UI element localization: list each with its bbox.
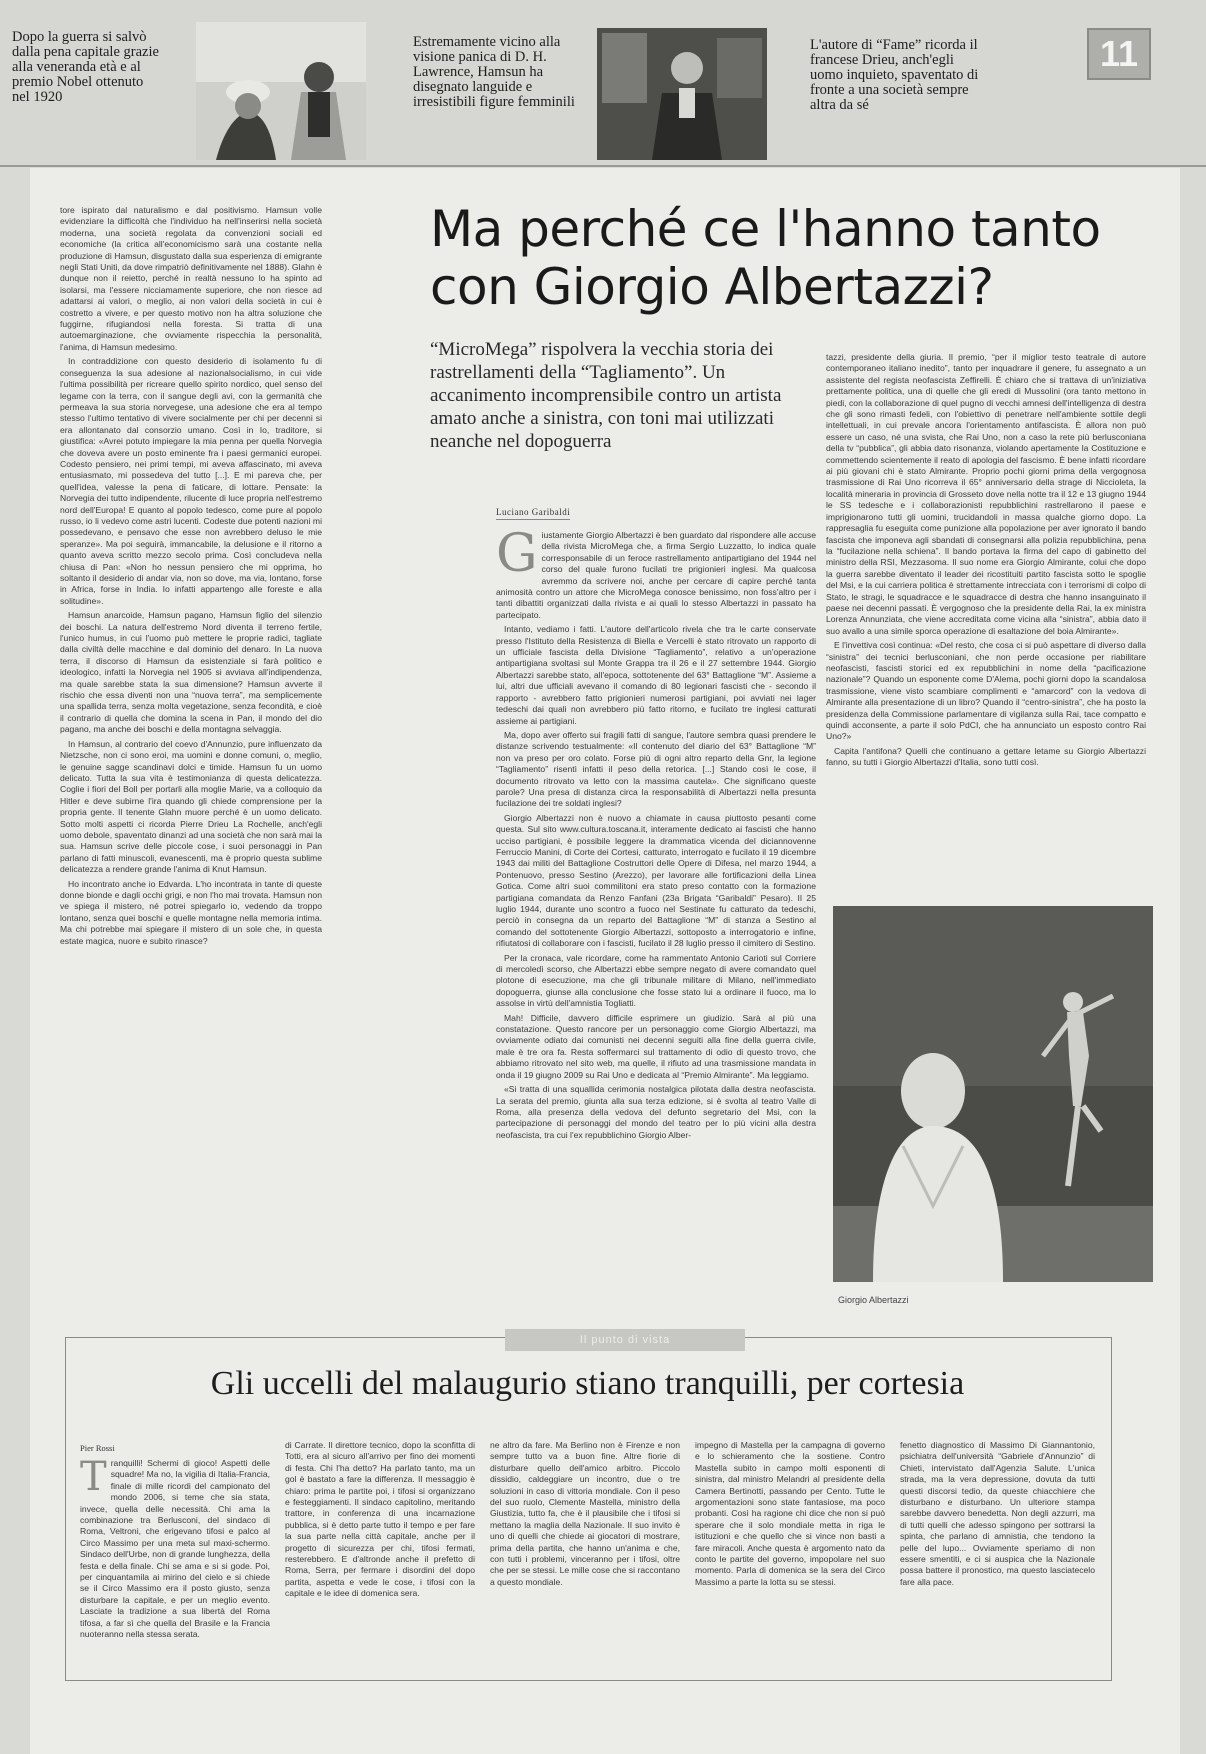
left-column-hamsun (60, 205, 322, 1305)
boxed-dropcap: T (80, 1458, 107, 1500)
boxed-column-5 (900, 1440, 1095, 1670)
left-paragraph-2: In contraddizione con questo desiderio di isolamento fu di conseguenza la sua adesione al nazionalsocialismo, in cui vide l'ultima possibilità per ricreare quello spirito nordico, quel senso del legame con la terra, con il sangue degli avi, con la germanità che permeava la sua storia norvegese, una adesione che era al tempo stesso l'ultimo tentativo di vivere socialmente per chi per decenni si era allontanato dal consorzio umano. Così in Io, traditore, si giustifica: «Avrei potuto impiegare la mia penna per quella Norvegia che doveva avere un posto eminente fra i paesi germanici europei. Codesto pensiero, nei primi tempi, mi aveva affascinato, mi aveva entusiasmato, mi possedeva del tutto [...]. E mi pareva che, per quell'idea, valesse la pena di faticare, di lottare. Pensate: la Norvegia dei tutto indipendente, rilucente di luce propria nell'estremo nord dell'Europa! E quanto al popolo tedesco, come pure al popolo russo, io li vedevo come astri lucenti. Codeste due potenti nazioni mi possedevano, e pensavo che esse non avrebbero deluso le mie speranze». Ma poi seguirà, immancabile, la delusione e il ritorno a quanto aveva scritto mezzo secolo prima. Così concludeva nella chiusa di Pan: «Non ho nessun pensiero che mi opprima, ho soltanto il desiderio di andar via, non so dove, ma via, lontano, forse in Africa, forse in India. Io infatti appartengo alle foreste e alla solitudine». (60, 356, 322, 606)
article-paragraph-10: Capita l'antifona? Quelli che continuano a gettare letame su Giorgio Albertazzi fanno, su tutti i Giorgio Albertazzi d'Italia, sono tutti così. (826, 745, 1146, 768)
article-byline: Luciano Garibaldi (496, 507, 570, 520)
article-dropcap: G (496, 530, 538, 584)
article-deck: “MicroMega” rispolvera la vecchia storia dei rastrellamenti della “Tagliamento”. Un accanimento incomprensibile contro un artista amato anche a sinistra, con toni mai utilizzati neanche nel dopoguerra (430, 339, 782, 452)
article-column-2 (826, 352, 1146, 892)
article-paragraph-1-text: iustamente Giorgio Albertazzi è ben guardato dal rispondere alle accuse della rivista MicroMega che, a firma Sergio Luzzatto, lo indica quale corresponsabile di un feroce rastrellamento antipartigiano del 1944 nel corso del quale furono fucilati tre prigionieri inglesi. Ma qualcosa avremmo da scrivere noi, anche per cercare di capire perché tanta animosità contro un attore che MicroMega conosce benissimo, non foss'altro per i tanti dibattiti organizzati dalla rivista e ai quali lo stesso Albertazzi in passato ha partecipato. (496, 530, 816, 620)
photo-hamsun-interior-image (597, 28, 767, 160)
boxed-paragraph-2: di Carrate. Il direttore tecnico, dopo la sconfitta di Totti, era al sicuro all'arrivo per fino dei momenti di festa. Chi l'ha detto? Ha parlato tanto, ma un gol è bastato a fare la differenza. Il messaggio è chiaro: prima le partite poi, i tifosi si organizzano e festeggiamenti. Il sindaco capitolino, meritando trattore, in conferenza di una incarnazione pubblica, si è detto parte tutto il tempo e per fare la sua parte nella città capitale, anche per il progetto di sicurezza per chi, tifosi fermati, resterebbero. E d'altronde anche il prefetto di Roma, Serra, per fermare i disordini del dopo partita, aspetta e vede le cose, i tifosi con la capitale e le idee di domenica sera. (285, 1440, 475, 1599)
left-paragraph-4: In Hamsun, al contrario del coevo d'Annunzio, pure influenzato da Nietzsche, non ci sono eroi, ma uomini e donne comuni, o, meglio, le genuine sagge scandinavi dolci e timide. Hamsun fu un uomo delicato. Tutta la sua vita è testimonianza di questa delicatezza. Coglie i fiori del Boll per portarli alla moglie Marie, va a colloquio da Hitler e deve subirne l'ira quando gli chiede comprensione per la propria gente. Il tenente Glahn muore perché è un uomo delicato. Sotto molti aspetti ci ricorda Pierre Drieu La Rochelle, anch'egli uomo debole, spaventato dinanzi ad una società che non sarà mai la sua. Hamsun scrive delle piccole cose, i suoi personaggi in Pan parlano di fatti minuscoli, evanescenti, ma è proprio questa sublime delicatezza a rendere grande l'anima di Knut Hamsun. (60, 738, 322, 875)
boxed-byline: Pier Rossi (80, 1443, 115, 1453)
left-paragraph-3: Hamsun anarcoide, Hamsun pagano, Hamsun figlio del silenzio dei boschi. La natura dell'estremo Nord diventa il terreno fertile, l'unico humus, in cui l'uomo può mettere le proprie radici, tagliate dalla civiltà delle macchine e dal dominio del denaro. In La nuova terra, il discorso di Hamsun da esistenziale si farà politico e ideologico, infatti la Norvegia nel 1905 si avviava all'indipendenza, ma quale sarebbe stata la sua dimensione? Hamsun avverte il rischio che essa diventi non una “nuova terra”, ma semplicemente una spallida terra, senza molta vegetazione, senza fecondità, e cioè il contrario di quella che domina la scena in Pan, il mondo del dio pagano, ma anche dei boschi e della montagna selvaggia. (60, 610, 322, 735)
boxed-paragraph-3: ne altro da fare. Ma Berlino non è Firenze e non sempre tutto va a buon fine. Altre fiorie di disturbare quello dell'amico arbitro. Piccolo dissidio, caldeggiare un incontro, due o tre soluzioni in caso di vittoria mondiale. Con il peso del suo ruolo, Clemente Mastella, ministro della Giustizia, tutto fa, che è il plausibile che i tifosi si mettano la maglia della Nazionale. Il suo invito è uno di quelli che chiede ai giocatori di mostrare, prima della partita, che hanno un'anima e che, con tutti i problemi, vinceranno per i tifosi, oltre che per se stessi. Le mille cose che si raccontano a questo mondiale. (490, 1440, 680, 1587)
teaser-nobel: Dopo la guerra si salvò dalla pena capitale grazie alla veneranda età e al premio Nobel ottenuto nel 1920 (12, 29, 159, 105)
photo-albertazzi-image (833, 906, 1153, 1282)
boxed-column-3 (490, 1440, 680, 1670)
boxed-column-2 (285, 1440, 475, 1670)
photo-hamsun-interior (597, 28, 767, 160)
boxed-headline: Gli uccelli del malaugurio stiano tranquilli, per cortesia (210, 1365, 965, 1402)
article-headline: Ma perché ce l'hanno tanto con Giorgio Albertazzi? (430, 200, 1101, 316)
boxed-kicker: Il punto di vista (505, 1329, 745, 1351)
article-paragraph-6: Mah! Difficile, davvero difficile esprimere un giudizio. Sarà al più una constatazione. Questo rancore per un personaggio come Giorgio Albertazzi, ma ovviamente odiato dai comunisti nei decenni seguiti alla fine della guerra civile, male è tre ora fa. Resta soffermarci sul trattamento di odio di questo trovo, che abbiamo ritrovato nel sito web, ma quelle, il rifiuto ad una trasmissione mandata in onda il 19 giugno 2009 su Rai Uno e dedicata al “Premio Almirante”. Ma leggiamo. (496, 1012, 816, 1080)
article-paragraph-2: Intanto, vediamo i fatti. L'autore dell'articolo rivela che tra le carte conservate presso l'Istituto della Resistenza di Biella e Vercelli è stato ritrovato un rapporto di un ufficiale fascista della Divisione “Tagliamento”, relativo a un'operazione antipartigiana svoltasi sul Monte Grappa tra il 26 e il 27 settembre 1944. Giorgio Albertazzi sarebbe stato, all'epoca, sottotenente del 63° Battaglione “M”. Assieme a lui, altri due ufficiali avevano il comando di 80 legionari fascisti che - secondo il rapporto - avrebbero fatto prigionieri numerosi partigiani, poi avviati nei lager tedeschi dai quali non avrebbero più fatto ritorno, e fucilato tre inglesi catturati assieme ai partigiani. (496, 624, 816, 726)
top-teaser-band (0, 0, 1206, 167)
article-paragraph-3: Ma, dopo aver offerto sui fragili fatti di sangue, l'autore sembra quasi prendere le distanze scrivendo testualmente: «Il contenuto del diario del 63° Battaglione “M” non va preso per oro colato. Forse più di ogni altro reparto della Gnr, la legione “Tagliamento” risentì infatti il peso della retorica. [...] Stando così le cose, il documento ritrovato va letto con la massima cautela». Che significano queste parole? Una presa di distanza circa la responsabilità di Albertazzi nella presunta fucilazione dei tre soldati inglesi? (496, 729, 816, 809)
boxed-paragraph-4: impegno di Mastella per la campagna di governo e lo schieramento che la sostiene. Contro Mastella subito in campo molti esponenti di sinistra, dal ministro Melandri al presidente della Camera Bertinotti, passando per Cento. Tutte le argomentazioni sono state fantasiose, ma poco probanti. Così ha ragione chi dice che non si può sperare che il solo mondiale metta in riga le istituzioni e che quello che si vince non basti a fare miracoli. Anche questa è argomento nato da conto le partite del governo, impopolare nel suo momento. Parla di domenica se la sera del Circo Massimo a parte la lotta su se stessi. (695, 1440, 885, 1587)
boxed-paragraph-1 (80, 1458, 270, 1641)
photo-caption: Giorgio Albertazzi (838, 1295, 909, 1305)
photo-hamsun-outdoor (196, 22, 366, 160)
article-paragraph-5: Per la cronaca, vale ricordare, come ha rammentato Antonio Carioti sul Corriere di mercoledì scorso, che Albertazzi ebbe sempre negato di avere comandato quel plotone di esecuzione, ma che gli tribunale militare di Milano, nell'immediato dopoguerra, giunse alla conclusione che fosse stato lui a ordinare il fuoco, ma lo assolse in virtù dell'amnistia Togliatti. (496, 952, 816, 1009)
photo-hamsun-outdoor-image (196, 22, 366, 160)
article-paragraph-9: E l'invettiva così continua: «Del resto, che cosa ci si può aspettare di diverso dalla “sinistra” dei tecnici berlusconiani, che non perde occasione per riabilitare neofascisti, fascisti storici ed ex repubblichini in nome della “pacificazione nazionale”? Quando un esponente come D'Alema, pochi giorni dopo la scandalosa trasmissione, viene visto scambiare complimenti e “amarcord” con la vedova di Almirante alla presentazione di un libro? Quando il “centro-sinistra”, che ha posto la presidenza della Commissione parlamentare di vigilanza sulla Rai, tace compatto e quindi acconsente, a parte il solo PdCI, che ha annunciato un esposto contro Rai Uno?» (826, 640, 1146, 742)
article-paragraph-1 (496, 530, 816, 621)
left-paragraph-5: Ho incontrato anche io Edvarda. L'ho incontrata in tante di queste donne bionde e dagli occhi grigi, e non l'ho mai trovata. Hamsun non ve spiega il mistero, né potrei spiegarlo io, vedendo da troppo lontano, senza quei boschi e quelle montagne nella memoria intima. Ma chi potrebbe mai spiegare il mistero di un sole che, in questa estate magica, nuore e subito rinasce? (60, 878, 322, 946)
teaser-drieu: L'autore di “Fame” ricorda il francese Drieu, anch'egli uomo inquieto, spaventato di fronte a una società sempre altra da sé (810, 37, 979, 113)
boxed-column-4 (695, 1440, 885, 1670)
article-column-1 (496, 530, 816, 1300)
boxed-column-1 (80, 1458, 270, 1670)
left-paragraph-1: tore ispirato dal naturalismo e dal positivismo. Hamsun volle evidenziare la difficoltà che l'individuo ha nell'inserirsi nella società moderna, una società regolata da convenzioni sociali ed economiche (la critica all'economicismo sarà una costante nella produzione di Hamsun, disgustato dalla sua esperienza di emigrante negli Stati Uniti, da dove rimpatriò definitivamente nel 1888). Glahn è dunque non il reietto, perché in realtà nessuno lo ha spinto ad isolarsi, ma l'essere nicciamamente superiore, che non riesce ad adattarsi ai valori, o meglio, ai non valori della società in cui è costretto a vivere, e per questo motivo non ha altra soluzione che fuggirne, rifugiandosi nella foresta. Si tratta di una autoemarginazione, che ovviamente rispecchia la personalità, l'anima, di Hamsun medesimo. (60, 205, 322, 352)
article-paragraph-8: tazzi, presidente della giuria. Il premio, “per il miglior testo teatrale di autore contemporaneo italiano inedito”, tanto per inquadrare il genere, fu assegnato a un assistente del regista neofascista Zeffirelli. È chiaro che si trattava di un'iniziativa prettamente politica, una di quelle che gli eredi di Mussolini (ora tanto mettono in piedi, con la collaborazione di quel pugno di vecchi amnesi dell'intelligenza di destra che gli sono rimasti fedeli, con l'obiettivo di penetrare nell'ambiente sottile degli intellettuali, in cui prevale ancora l'orientamento antifascista. È allora non può essere un caso, né una svista, che Rai Uno, non a caso la rete più berlusconiana della tv “pubblica”, gli abbia dato risonanza, violando apertamente la Costituzione e commettendo scientemente il reato di apologia del fascismo. È bene infatti ricordare ai più giovani chi è stato Almirante. Proprio pochi giorni prima della vergognosa trasmissione di Rai Uno ricorreva il 65° anniversario della strage di Niccioleta, la località mineraria in provincia di Grosseto dove nella notte tra il 12 e 13 giugno 1944 le SS tedesche e i collaborazionisti repubblichini rastrellarono il paese e imprigionarono tutti gli uomini, trucidandoli in massa qualche giorno dopo. La rappresaglia fu eseguita come punizione alla popolazione per aver ignorato il bando fascista che imponeva agli sbandati di consegnarsi alla polizia repubblichina, pena la “fucilazione nella schiena”. Il bando portava la firma del capo di gabinetto del ministro della RSI, Mezzasoma. Il suo nome era Giorgio Almirante, colui che dopo la guerra sarebbe diventato il leader dei ricostituiti partito fascista sotto le spoglie del Msi, e la cui carriera politica è strettamente intrecciata con i terrorismi di colpo di Stato, le stragi, le squadracce e le squadracce di destra che hanno insanguinato il paese nei decenni passati. È vergognoso che la presidente della Rai, la ex ministra Lorenza Annunziata, che viene accreditata come vicina alla “sinistra”, abbia dato il suo avallo a una simile sporca operazione di esaltazione del boia Almirante». (826, 352, 1146, 636)
photo-albertazzi (833, 906, 1153, 1282)
page-number: 11 (1087, 28, 1151, 80)
boxed-paragraph-1-text: ranquilli! Schermi di gioco! Aspetti delle squadre! Ma no, la vigilia di Italia-Francia, finale di mille ricordi del campionato del mondo 2006, si teme che sia stata, invece, quella delle necessità. Chi ama la combinazione tra Berlusconi, del sindaco di Roma, Veltroni, che erigevano tifosi e palco al Circo Massimo per una meta sul maxi-schermo. Sindaco dell'Urbe, non di grande lunghezza, della festa e della finale. Chi se ama e si si gode. Poi, per cinquantamila ai mirino del cielo e si chiede se il Circo Massimo era il posto giusto, senza disturbare la capitale, e per un meglio evento. Lasciate la tradizione a sua libertà del Roma tifosa, a far sì che quella del Brasile e la Francia nuoteranno nella stessa serata. (80, 1458, 270, 1640)
article-paragraph-7: «Si tratta di una squallida cerimonia nostalgica pilotata dalla destra neofascista. La serata del premio, giunta alla sua terza edizione, si è svolta al teatro Valle di Roma, alla presenza della vedova del defunto segretario del Msi, con la partecipazione di personaggi del mondo del teatro per lo più vicini alla destra neofascista, tra cui l'ex repubblichino Giorgio Alber- (496, 1084, 816, 1140)
boxed-paragraph-5: fenetto diagnostico di Massimo Di Giannantonio, psichiatra dell'università “Gabriele d'Annunzio” di Chieti, intervistato dall'Agenzia Salute. L'unica strada, ma la vera depressione, dovuta da tutti questi discorsi tedio, da queste chiacchiere che disturbano e disturbano. Un ulteriore stampa sarebbe davvero benedetta. Non degli azzurri, ma di tutti quelli che adesso spingono per sottrarsi la spinta, che parlano di amnistia, che tendono la pelle del lupo... Ovviamente speriamo di non essere smentiti, e ci si auspica che la Nazionale possa battere il pronostico, ma questo lasciatecelo fare alla pace. (900, 1440, 1095, 1587)
article-paragraph-4: Giorgio Albertazzi non è nuovo a chiamate in causa piuttosto pesanti come questa. Sul sito www.cultura.toscana.it, interamente dedicato ai fascisti che hanno ucciso partigiani, è possibile leggere la drammatica vicenda del diciannovenne Ferruccio Manini, di Corte dei Cortesi, catturato, interrogato e fucilato il 19 dicembre 1943 dai militi del Battaglione Costruttori delle Opere di Difesa, nel marzo 1944, a Pontenuovo, presso Sestino (Arezzo), per lavorare alle fortificazioni della Linea Gotica. Come altri suoi commilitoni era stato preso contatto con la formazione partigiana comandata da Renzo Fanfani (23a Brigata “Garibaldi” Pesaro). Il 25 luglio 1944, durante uno scontro a fuoco nel Sestinate fu catturato da tedeschi, perciò in consegna da un reparto del Battaglione “M” di stanza a Sestino al comando del sottotenente Giorgio Albertazzi, sottoposto a interrogatorio e infine, rifiutatosi di collaborare con i fascisti, fucilato il 28 luglio presso il cimitero di Sestino. (496, 812, 816, 949)
teaser-lawrence: Estremamente vicino alla visione panica di D. H. Lawrence, Hamsun ha disegnato languide e irresistibili figure femminili (413, 34, 575, 110)
